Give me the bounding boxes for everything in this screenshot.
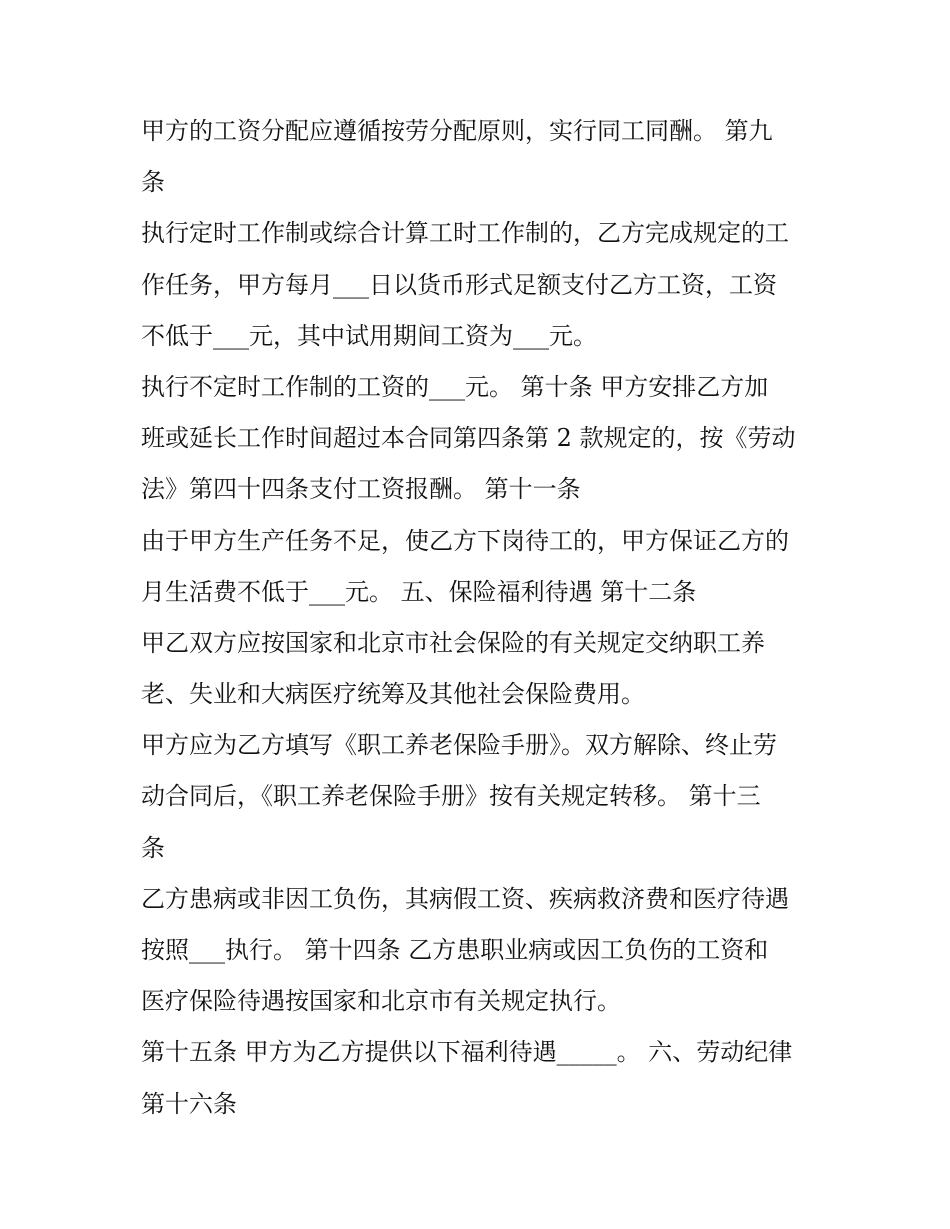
text-line: 动合同后，《职工养老保险手册》按有关规定转移。 第十三 [141,782,761,811]
text-line: 不低于___元，其中试用期间工资为___元。 [141,321,597,350]
document-body [141,106,821,1130]
text-line: 执行不定时工作制的工资的___元。 第十条 甲方安排乙方加 [141,372,769,401]
text-line: 甲方的工资分配应遵循按劳分配原则，实行同工同酬。 第九 [141,117,773,145]
text-line: 医疗保险待遇按国家和北京市有关规定执行。 [141,987,621,1016]
text-line: 甲方应为乙方填写《职工养老保险手册》。双方解除、终止劳 [141,731,777,760]
text-line: 老、失业和大病医疗统筹及其他社会保险费用。 [141,680,645,709]
text-line: 执行定时工作制或综合计算工时工作制的，乙方完成规定的工 [141,219,789,248]
text-line: 第十五条 甲方为乙方提供以下福利待遇_____。 六、劳动纪律 [141,1038,793,1067]
text-line: 按照___执行。 第十四条 乙方患职业病或因工负伤的工资和 [141,936,769,964]
text-line: 作任务，甲方每月___日以货币形式足额支付乙方工资，工资 [141,270,777,299]
text-line: 条 [141,168,165,197]
text-line: 法》第四十四条支付工资报酬。 第十一条 [141,475,581,504]
text-line: 甲乙双方应按国家和北京市社会保险的有关规定交纳职工养 [141,628,765,657]
text-line: 条 [141,833,165,862]
text-line: 班或延长工作时间超过本合同第四条第 2 款规定的，按《劳动 [141,424,796,453]
text-line: 第十六条 [141,1089,237,1118]
text-line: 由于甲方生产任务不足，使乙方下岗待工的，甲方保证乙方的 [141,526,789,555]
text-line: 乙方患病或非因工负伤，其病假工资、疾病救济费和医疗待遇 [141,884,789,913]
text-line: 月生活费不低于___元。 五、保险福利待遇 第十二条 [141,577,697,606]
